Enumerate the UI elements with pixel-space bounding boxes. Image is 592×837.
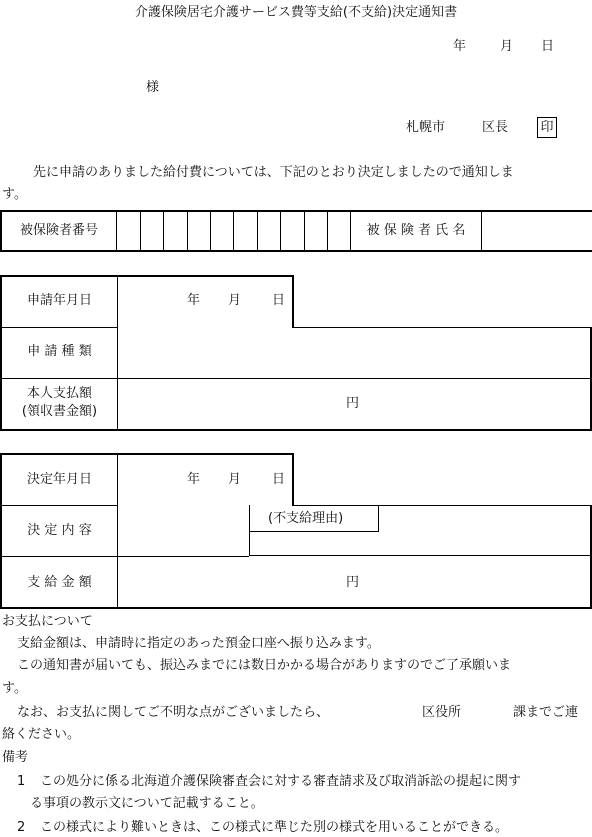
application-date-day: 日 — [272, 293, 286, 308]
remark-1-line-2: る事項の教示文について記載すること。 — [30, 796, 264, 811]
issuer-city: 札幌市 — [406, 120, 446, 135]
payment-yen-unit: 円 — [346, 396, 360, 411]
payment-notes-line-3: す。 — [2, 681, 27, 696]
application-type-label: 申 請 種 類 — [27, 344, 92, 359]
amount-label: 支 給 金 額 — [27, 575, 92, 590]
remark-2-number: 2 — [17, 820, 26, 835]
insured-number-label: 被保険者番号 — [19, 223, 98, 238]
application-date-month: 月 — [228, 293, 242, 308]
date-month: 月 — [500, 39, 514, 54]
intro-line-2: す。 — [2, 187, 27, 202]
section-contact-label: 課までご連 — [513, 705, 579, 720]
seal-box: 印 — [537, 117, 557, 138]
payment-notes-line-5: 絡ください。 — [2, 727, 81, 742]
payment-label-line-1: 本人支払額 — [26, 386, 92, 401]
decision-date-day: 日 — [272, 472, 286, 487]
decision-date-label: 決定年月日 — [26, 472, 92, 487]
insured-number-field[interactable] — [117, 212, 350, 250]
application-date-year: 年 — [187, 293, 201, 308]
amount-yen-unit: 円 — [346, 575, 360, 590]
payment-notes-line-4: なお、お支払に関してご不明な点がございましたら、 — [17, 705, 330, 720]
intro-line-1: 先に申請のありました給付費については、下記のとおり決定しましたので通知しま — [33, 165, 514, 180]
ward-office-label: 区役所 — [422, 705, 462, 720]
decision-content-label: 決 定 内 容 — [27, 523, 92, 538]
insured-name-label: 被 保 険 者 氏 名 — [366, 223, 466, 238]
remark-2-line-1: この様式により難いときは、この様式に準じた別の様式を用いることができる。 — [40, 820, 509, 835]
payment-notes-line-1: 支給金額は、申請時に指定のあった預金口座へ振り込みます。 — [17, 636, 380, 651]
remark-1-number: 1 — [17, 774, 26, 789]
decision-date-year: 年 — [187, 472, 201, 487]
application-date-label: 申請年月日 — [26, 293, 92, 308]
page-title: 介護保険居宅介護サービス費等支給(不支給)決定通知書 — [134, 5, 458, 20]
payment-notes-line-2: この通知書が届いても、振込みまでには数日かかる場合がありますのでご了承願いま — [17, 658, 512, 673]
insured-name-field[interactable] — [482, 212, 592, 250]
non-payment-reason-label: (不支給理由) — [268, 511, 344, 526]
payment-notes-heading: お支払について — [2, 614, 93, 629]
decision-content-field[interactable] — [118, 506, 249, 556]
remarks-heading: 備考 — [2, 750, 29, 765]
issuer-ward-head: 区長 — [482, 120, 509, 135]
application-type-field[interactable] — [118, 328, 590, 378]
remark-1-line-1: この処分に係る北海道介護保険審査会に対する審査請求及び取消訴訟の提起に関す — [40, 774, 522, 789]
date-year: 年 — [453, 39, 467, 54]
decision-date-month: 月 — [228, 472, 242, 487]
payment-label-line-2: (領収書金額) — [21, 404, 98, 419]
addressee-suffix: 様 — [146, 80, 160, 95]
date-day: 日 — [541, 39, 555, 54]
